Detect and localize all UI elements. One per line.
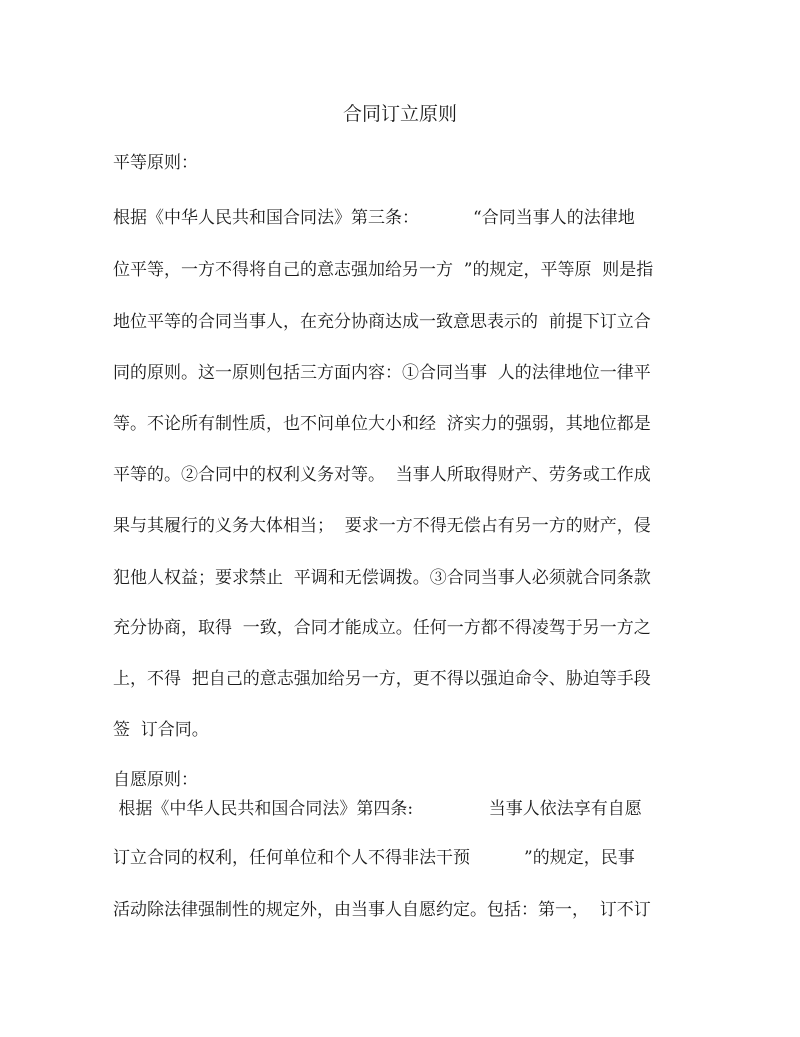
section-heading-voluntariness: 自愿原则： [113,770,198,790]
section-heading-equality: 平等原则： [113,153,198,173]
paragraph-line: 根据《中华人民共和国合同法》第三条： “合同当事人的法律地 [113,208,635,228]
paragraph-line: 位平等，一方不得将自己的意志强加给另一方 ”的规定，平等原 则是指 [113,260,654,280]
paragraph-line: 根据《中华人民共和国合同法》第四条: 当事人依法享有自愿 [113,799,642,819]
paragraph-line: 活动除法律强制性的规定外，由当事人自愿约定。包括：第一， 订不订 [113,900,651,920]
paragraph-line: 上，不得 把自己的意志强加给另一方，更不得以强迫命令、胁迫等手段 [113,669,651,689]
paragraph-line: 等。不论所有制性质，也不问单位大小和经 济实力的强弱，其地位都是 [113,414,651,434]
paragraph-line: 地位平等的合同当事人，在充分协商达成一致意思表示的 前提下订立合 [113,312,651,332]
paragraph-line: 犯他人权益；要求禁止 平调和无偿调拨。③合同当事人必须就合同条款 [113,568,651,588]
paragraph-line: 同的原则。这一原则包括三方面内容：①合同当事 人的法律地位一律平 [113,363,651,383]
paragraph-line: 签 订合同。 [113,720,209,740]
paragraph-line: 果与其履行的义务大体相当； 要求一方不得无偿占有另一方的财产，侵 [113,516,651,536]
paragraph-line: 平等的。②合同中的权利义务对等。 当事人所取得财产、劳务或工作成 [113,465,651,485]
paragraph-line: 充分协商，取得 一致，合同才能成立。任何一方都不得凌驾于另一方之 [113,618,651,638]
document-title: 合同订立原则 [342,103,457,125]
paragraph-line: 订立合同的权利，任何单位和个人不得非法干预 ”的规定，民事 [113,848,635,868]
